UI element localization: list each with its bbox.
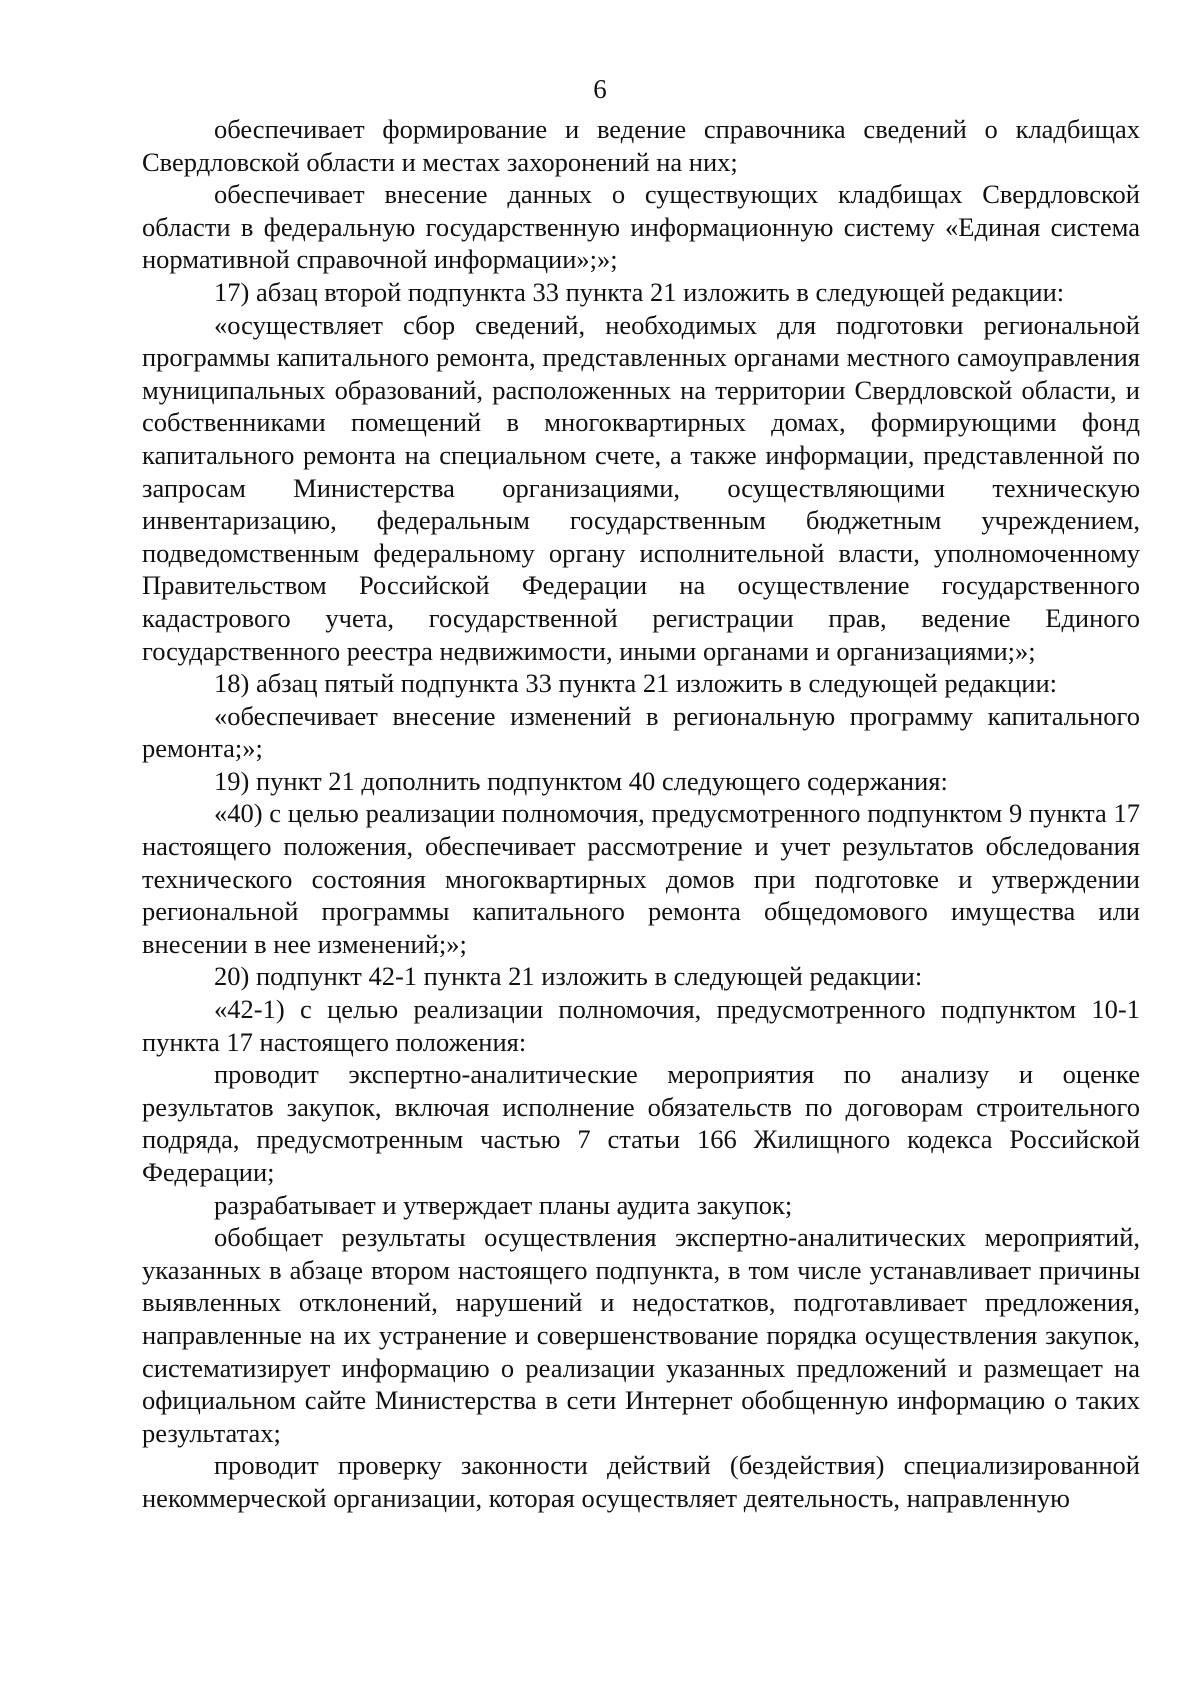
paragraph: обеспечивает формирование и ведение справочника сведений о кладбищах Свердловской области и местах захоронений на них;: [142, 114, 1140, 177]
paragraph: обеспечивает внесение данных о существующих кладбищах Свердловской области в федеральную государственную информационную систему «Единая система нормативной справочной информации»;»;: [142, 179, 1140, 275]
paragraph: 18) абзац пятый подпункта 33 пункта 21 изложить в следующей редакции:: [214, 668, 1058, 699]
paragraph: 20) подпункт 42-1 пункта 21 изложить в следующей редакции:: [214, 961, 923, 992]
paragraph: обобщает результаты осуществления экспертно-аналитических мероприятий, указанных в абзаце втором настоящего подпункта, в том числе устанавливает причины выявленных отклонений, нарушений и недостатков, подготавливает предложения, направленные на их устранение и совершенствование порядка осуществления закупок, систематизирует информацию о реализации указанных предложений и размещает на официальном сайте Министерства в сети Интернет обобщенную информацию о таких результатах;: [142, 1222, 1140, 1448]
document-body: [142, 113, 1140, 1515]
paragraph: «40) с целью реализации полномочия, предусмотренного подпунктом 9 пункта 17 настоящего положения, обеспечивает рассмотрение и учет результатов обследования технического состояния многоквартирных домов при подготовке и утверждении региональной программы капитального ремонта общедомового имущества или внесении в нее изменений;»;: [142, 798, 1140, 959]
paragraph: проводит экспертно-аналитические мероприятия по анализу и оценке результатов закупок, включая исполнение обязательств по договорам строительного подряда, предусмотренным частью 7 статьи 166 Жилищного кодекса Российской Федерации;: [142, 1059, 1140, 1187]
paragraph: разрабатывает и утверждает планы аудита закупок;: [214, 1189, 793, 1220]
paragraph: проводит проверку законности действий (бездействия) специализированной некоммерческой организации, которая осуществляет деятельность, направленную: [142, 1450, 1140, 1513]
paragraph: «обеспечивает внесение изменений в региональную программу капитального ремонта;»;: [142, 700, 1140, 764]
paragraph: 17) абзац второй подпункта 33 пункта 21 изложить в следующей редакции:: [214, 276, 1065, 307]
page-number: 6: [593, 74, 607, 104]
paragraph: 19) пункт 21 дополнить подпунктом 40 следующего содержания:: [214, 765, 948, 796]
paragraph: «42-1) с целью реализации полномочия, предусмотренного подпунктом 10-1 пункта 17 настоящего положения:: [142, 994, 1140, 1057]
paragraph: «осуществляет сбор сведений, необходимых для подготовки региональной программы капитального ремонта, представленных органами местного самоуправления муниципальных образований, расположенных на территории Свердловской области, и собственниками помещений в многоквартирных домах, формирующими фонд капитального ремонта на специальном счете, а также информации, представленной по запросам Министерства организациями, осуществляющими техническую инвентаризацию, федеральным государственным бюджетным учреждением, подведомственным федеральному органу исполнительной власти, уполномоченному Правительством Российской Федерации на осуществление государственного кадастрового учета, государственной регистрации прав, ведение Единого государственного реестра недвижимости, иными органами и организациями;»;: [142, 309, 1140, 666]
